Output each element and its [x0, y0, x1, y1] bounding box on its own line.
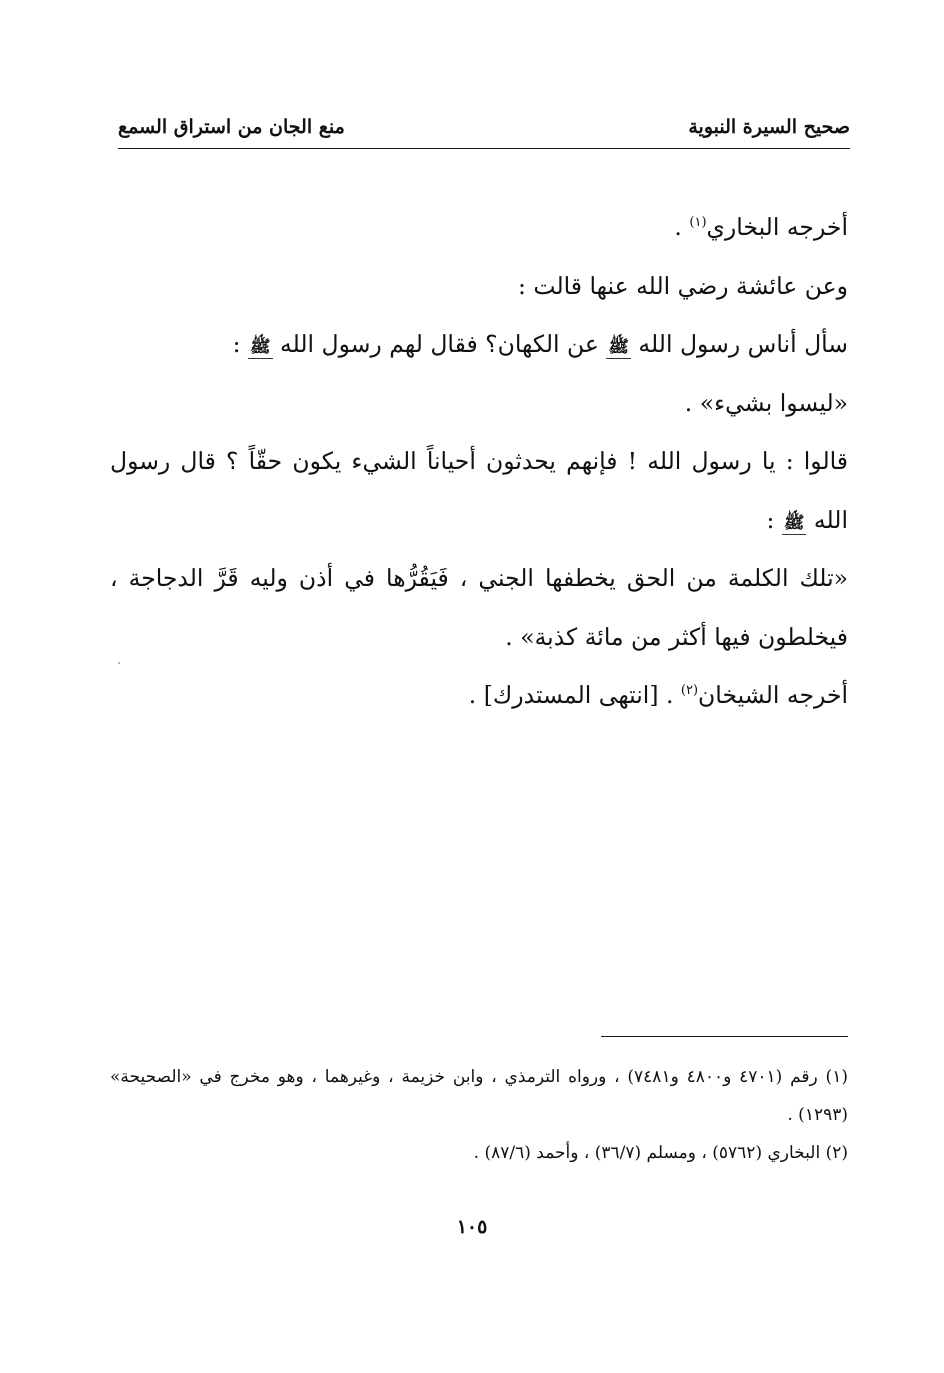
paragraph-aisha-intro: وعن عائشة رضي الله عنها قالت :: [518, 271, 848, 300]
paragraph-answer-nothing: «ليسوا بشيء» .: [684, 388, 848, 417]
footnote-2: (٢) البخاري (٥٧٦٢) ، ومسلم (٣٦/٧) ، وأحمد (٨٧/٦) .: [473, 1143, 848, 1163]
chapter-title: منع الجان من استراق السمع: [118, 116, 345, 138]
paragraph-text: قالوا : يا رسول الله ! فإنهم يحدثون أحياناً الشيء يكون حقّاً ؟ قال رسول الله: [110, 447, 848, 534]
paragraph-text: أخرجه البخاري: [706, 213, 848, 241]
paragraph-question-kahan: [110, 315, 848, 374]
paragraph-followup-question: [110, 432, 848, 549]
scan-speck: [118, 662, 120, 664]
footnote-ref-1[interactable]: (١): [689, 215, 707, 231]
paragraph-text: :: [232, 330, 248, 358]
paragraph-text: سأل أناس رسول الله: [630, 330, 848, 358]
main-text: [110, 198, 848, 725]
paragraph-text: . [انتهى المستدرك] .: [468, 681, 681, 709]
footnotes: [110, 1058, 848, 1172]
paragraph-text: :: [766, 505, 782, 534]
paragraph-text: أخرجه الشيخان: [698, 681, 848, 709]
paragraph-hadith-quote: «تلك الكلمة من الحق يخطفها الجني ، فَيَقُرُّها في أذن وليه قَرَّ الدجاجة ، فيخلطون فيها أكثر من مائة كذبة» .: [110, 564, 848, 651]
paragraph-text: عن الكهان؟ فقال لهم رسول الله: [272, 330, 607, 358]
footnote-divider: [601, 1036, 848, 1037]
book-title: صحيح السيرة النبوية: [688, 116, 850, 138]
paragraph-shaykhan-source: [110, 666, 848, 725]
salawat-ligature: ﷺ: [783, 512, 805, 533]
running-head: [118, 110, 850, 149]
salawat-ligature: ﷺ: [608, 337, 629, 357]
footnote-ref-2[interactable]: (٢): [680, 683, 699, 699]
page-number: ١٠٥: [456, 1216, 488, 1238]
footnote-1: (١) رقم (٤٧٠١ و٤٨٠٠ و٧٤٨١) ، ورواه الترمذي ، وابن خزيمة ، وغيرهما ، وهو مخرج في «الصحيحة» (١٢٩٣) .: [110, 1067, 848, 1125]
paragraph-text: .: [674, 213, 690, 241]
paragraph-bukhari-source: [110, 198, 848, 257]
salawat-ligature: ﷺ: [249, 337, 271, 357]
